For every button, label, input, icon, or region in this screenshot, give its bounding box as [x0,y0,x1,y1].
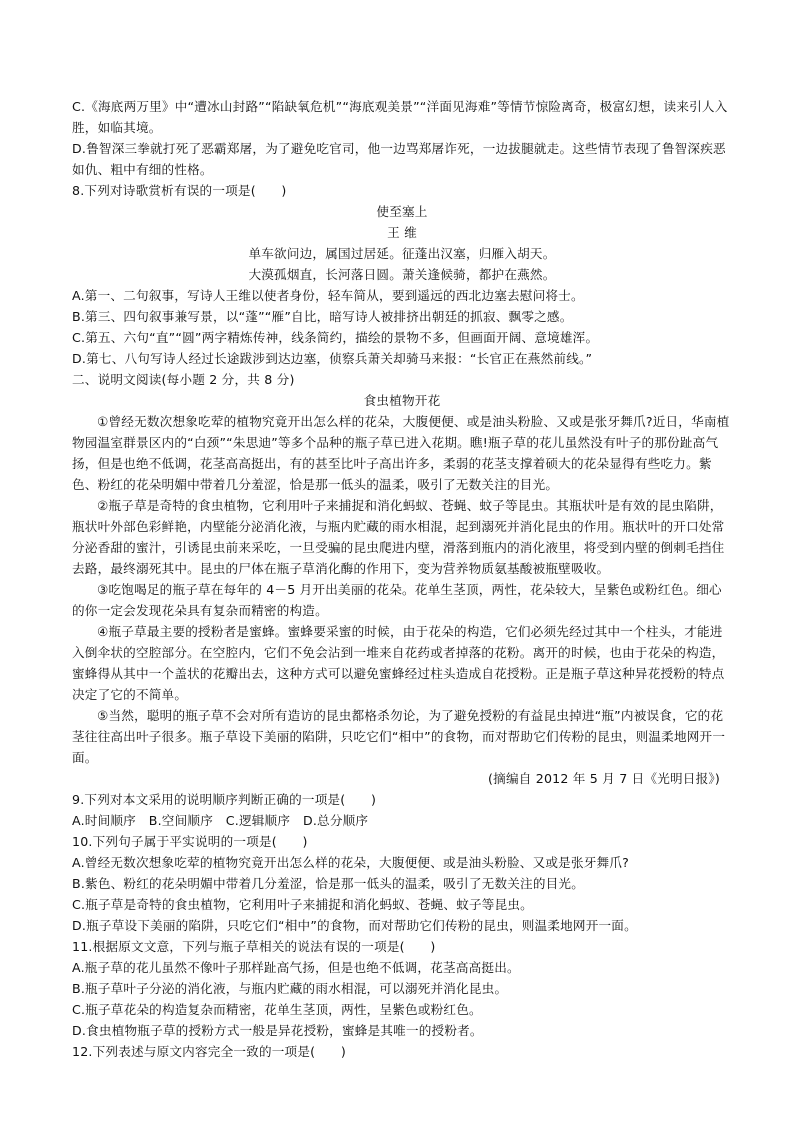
article-paragraph-1: ①曾经无数次想象吃荤的植物究竟开出怎么样的花朵，大腹便便、或是油头粉脸、又或是张牙舞爪?近日，华南植物园温室群景区内的“白颈”“朱思迪”等多个品种的瓶子草已进入花期。瞧!瓶子草的花儿虽然没有叶子的那份趾高气扬，但是也绝不低调，花茎高高挺出，有的甚至比叶子高出许多，柔弱的花茎支撑着硕大的花朵显得有些吃力。紫色、粉红的花朵明媚中带着几分羞涩，恰是那一低头的温柔，吸引了无数关注的目光。 [72,414,730,492]
article-title: 食虫植物开花 [363,393,441,408]
q10-option-d: D.瓶子草设下美丽的陷阱，只吃它们“相中”的食物，而对帮助它们传粉的昆虫，则温柔地网开一面。 [72,918,637,933]
content-column [72,96,732,1062]
article-paragraph-4: ④瓶子草最主要的授粉者是蜜蜂。蜜蜂要采蜜的时候，由于花朵的构造，它们必须先经过其中一个柱头，才能进入倒伞状的空腔部分。在空腔内，它们不免会沾到一堆来自花药或者掉落的花粉。离开的时候，也由于花朵的构造，蜜蜂得从其中一个盖状的花瓣出去，这种方式可以避免蜜蜂经过柱头造成自花授粉。正是瓶子草这种异花授粉的特点决定了它的不简单。 [72,624,725,702]
poem-line: 单车欲问边，属国过居延。征蓬出汉塞，归雁入胡天。 [248,246,556,261]
poem-line: 大漠孤烟直，长河落日圆。萧关逢候骑，都护在燕然。 [248,267,556,282]
article-paragraph-2: ②瓶子草是奇特的食虫植物，它利用叶子来捕捉和消化蚂蚁、苍蝇、蚊子等昆虫。其瓶状叶是有效的昆虫陷阱，瓶状叶外部色彩鲜艳，内壁能分泌消化液，与瓶内贮藏的雨水相混，起到溺死并消化昆虫的作用。瓶状叶的开口处常分泌香甜的蜜汁，引诱昆虫前来采吃，一旦受骗的昆虫爬进内壁，滑落到瓶内的消化液里，将受到内壁的倒刺毛挡住去路，最终溺死其中。昆虫的尸体在瓶子草消化酶的作用下，变为营养物质氨基酸被瓶壁吸收。 [72,498,725,576]
q10-option-b: B.紫色、粉红的花朵明媚中带着几分羞涩，恰是那一低头的温柔，吸引了无数关注的目光。 [72,876,584,891]
q7-option-d: D.鲁智深三拳就打死了恶霸郑屠，为了避免吃官司，他一边骂郑屠诈死，一边拔腿就走。这些情节表现了鲁智深疾恶如仇、粗中有细的性格。 [72,141,726,177]
q10-option-a: A.曾经无数次想象吃荤的植物究竟开出怎么样的花朵，大腹便便、或是油头粉脸、又或是张牙舞爪? [72,855,630,870]
q11-option-a: A.瓶子草的花儿虽然不像叶子那样趾高气扬，但是也绝不低调，花茎高高挺出。 [72,960,520,975]
q11-stem: 11.根据原文文意，下列与瓶子草相关的说法有误的一项是( ) [72,939,436,954]
q9-options: A.时间顺序 B.空间顺序 C.逻辑顺序 D.总分顺序 [72,813,369,828]
q11-option-b: B.瓶子草叶子分泌的消化液，与瓶内贮藏的雨水相混，可以溺死并消化昆虫。 [72,981,508,996]
poem-author: 王 维 [387,225,417,240]
article-source: (摘编自 2012 年 5 月 7 日《光明日报》) [488,771,720,786]
q8-option-b: B.第三、四句叙事兼写景，以“蓬”“雁”自比，暗写诗人被排挤出朝廷的抓寂、飘零之感。 [72,309,573,324]
article-paragraph-3: ③吃饱喝足的瓶子草在每年的 4－5 月开出美丽的花朵。花单生茎顶，两性，花朵较大，呈紫色或粉红色。细心的你一定会发现花朵具有复杂而精密的构造。 [72,582,722,618]
article-paragraph-5: ⑤当然，聪明的瓶子草不会对所有造访的昆虫都格杀勿论，为了避免授粉的有益昆虫掉进“瓶”内被误食，它的花茎往往高出叶子很多。瓶子草设下美丽的陷阱，只吃它们“相中”的食物，而对帮助它们传粉的昆虫，则温柔地网开一面。 [72,708,726,765]
poem-title: 使至塞上 [376,204,428,219]
q8-stem: 8.下列对诗歌赏析有误的一项是( ) [72,183,287,198]
section-heading: 二、说明文阅读(每小题 2 分，共 8 分) [72,372,295,387]
q11-option-c: C.瓶子草花朵的构造复杂而精密，花单生茎顶，两性，呈紫色或粉红色。 [72,1002,482,1017]
q10-stem: 10.下列句子属于平实说明的一项是( ) [72,834,308,849]
q10-option-c: C.瓶子草是奇特的食虫植物，它利用叶子来捕捉和消化蚂蚁、苍蝇、蚊子等昆虫。 [72,897,533,912]
q11-option-d: D.食虫植物瓶子草的授粉方式一般是异花授粉，蜜蜂是其唯一的授粉者。 [72,1023,483,1038]
q8-option-a: A.第一、二句叙事，写诗人王维以使者身份，轻车简从，要到遥远的西北边塞去慰问将士。 [72,288,584,303]
q8-option-d: D.第七、八句写诗人经过长途跋涉到达边塞，侦察兵萧关却骑马来报：“长官正在燕然前线。” [72,351,593,366]
q7-option-c: C.《海底两万里》中“遭冰山封路”“陷缺氧危机”“海底观美景”“洋面见海难”等情节惊险离奇，极富幻想，读来引人入胜，如临其境。 [72,99,728,135]
q12-stem: 12.下列表述与原文内容完全一致的一项是( ) [72,1044,346,1059]
q9-stem: 9.下列对本文采用的说明顺序判断正确的一项是( ) [72,792,377,807]
q8-option-c: C.第五、六句“直”“圆”两字精炼传神，线条简约，描绘的景物不多，但画面开阔、意境雄浑。 [72,330,599,345]
